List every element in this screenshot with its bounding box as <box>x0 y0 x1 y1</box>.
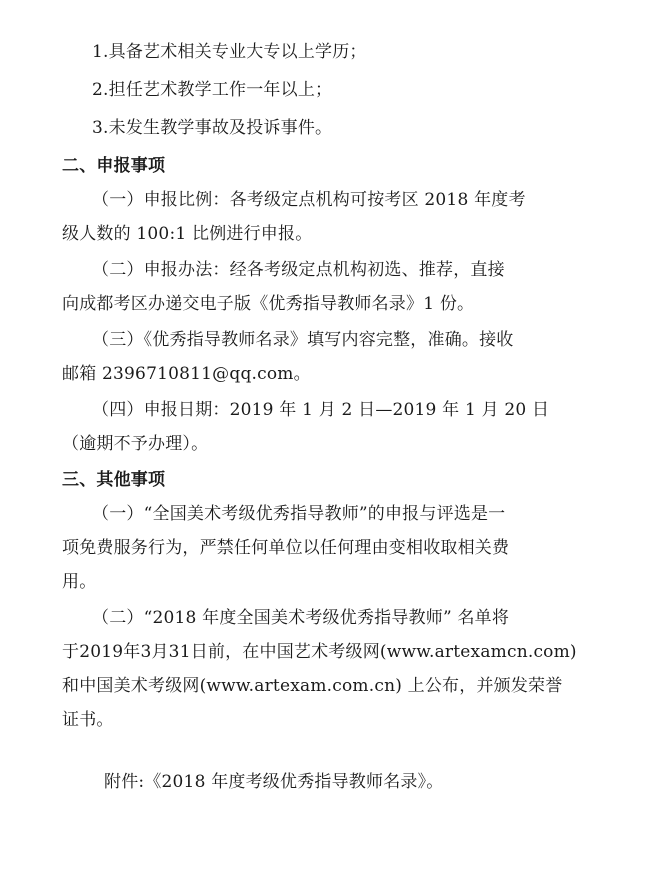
section-two-p3-line1: （三）《优秀指导教师名录》填写内容完整，准确。接收 <box>92 330 514 350</box>
section-two-heading: 二、申报事项 <box>62 156 166 176</box>
attachment-note: 附件:《2018 年度考级优秀指导教师名录》。 <box>104 772 444 792</box>
section-three-p2-line3: 和中国美术考级网(www.artexam.com.cn) 上公布，并颁发荣誉 <box>62 676 563 696</box>
section-three-heading: 三、其他事项 <box>62 470 166 490</box>
section-two-p4-line2: （逾期不予办理）。 <box>62 434 209 454</box>
section-three-p1-line1: （一）“全国美术考级优秀指导教师”的申报与评选是一 <box>92 504 506 524</box>
section-three-p2-line2: 于2019年3月31日前，在中国艺术考级网(www.artexamcn.com) <box>62 642 577 662</box>
section-three-p2-line1: （二）“2018 年度全国美术考级优秀指导教师” 名单将 <box>92 608 510 628</box>
requirement-2: 2.担任艺术教学工作一年以上； <box>92 80 333 100</box>
requirement-1: 1.具备艺术相关专业大专以上学历； <box>92 42 367 62</box>
section-two-p1-line2: 级人数的 100:1 比例进行申报。 <box>62 224 313 244</box>
section-two-p4-line1: （四）申报日期：2019 年 1 月 2 日—2019 年 1 月 20 日 <box>92 400 550 420</box>
section-two-p2-line2: 向成都考区办递交电子版《优秀指导教师名录》1 份。 <box>62 294 475 314</box>
section-two-p2-line1: （二）申报办法：经各考级定点机构初选、推荐，直接 <box>92 260 505 280</box>
requirement-3: 3.未发生教学事故及投诉事件。 <box>92 118 333 138</box>
section-two-p1-line1: （一）申报比例：各考级定点机构可按考区 2018 年度考 <box>92 190 526 210</box>
section-three-p2-line4: 证书。 <box>62 710 114 730</box>
section-three-p1-line3: 用。 <box>62 572 97 592</box>
section-three-p1-line2: 项免费服务行为，严禁任何单位以任何理由变相收取相关费 <box>62 538 510 558</box>
section-two-p3-line2: 邮箱 2396710811@qq.com。 <box>62 364 311 384</box>
